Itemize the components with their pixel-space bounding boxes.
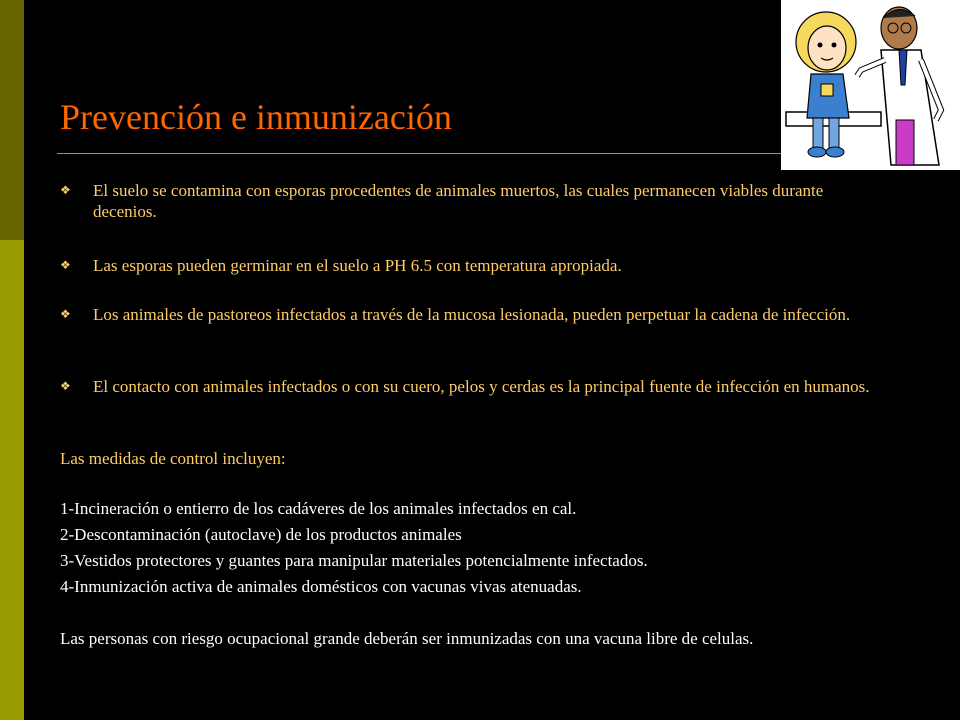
measure-item: 3-Vestidos protectores y guantes para manipular materiales potencialmente infectados. bbox=[60, 551, 648, 570]
side-band-bottom bbox=[0, 480, 24, 720]
diamond-bullet-icon: ❖ bbox=[60, 183, 71, 197]
diamond-bullet-icon: ❖ bbox=[60, 379, 71, 393]
bullet-item bbox=[60, 304, 875, 325]
title-divider bbox=[57, 153, 787, 154]
bullet-text: Los animales de pastoreos infectados a través de la mucosa lesionada, pueden perpetuar la cadena de infección. bbox=[93, 305, 851, 324]
slide-title: Prevención e inmunización bbox=[60, 97, 452, 137]
side-band-top bbox=[0, 0, 24, 240]
bullet-item bbox=[60, 376, 875, 397]
bullet-text: Las esporas pueden germinar en el suelo a PH 6.5 con temperatura apropiada. bbox=[93, 256, 622, 275]
doctor-patient-illustration bbox=[781, 0, 960, 170]
bullet-item bbox=[60, 180, 875, 222]
diamond-bullet-icon: ❖ bbox=[60, 307, 71, 321]
control-heading: Las medidas de control incluyen: bbox=[60, 449, 286, 468]
bullet-item bbox=[60, 255, 875, 276]
closing-statement: Las personas con riesgo ocupacional grande deberán ser inmunizadas con una vacuna libre de celulas. bbox=[60, 629, 754, 648]
bullet-text: El suelo se contamina con esporas procedentes de animales muertos, las cuales permanecen viables durante decenios. bbox=[93, 181, 824, 221]
doctor-patient-icon bbox=[781, 0, 960, 170]
diamond-bullet-icon: ❖ bbox=[60, 258, 71, 272]
bullet-text: El contacto con animales infectados o con su cuero, pelos y cerdas es la principal fuente de infección en humanos. bbox=[93, 377, 870, 396]
measure-item: 2-Descontaminación (autoclave) de los productos animales bbox=[60, 525, 462, 544]
side-band-middle bbox=[0, 240, 24, 480]
measure-item: 1-Incineración o entierro de los cadáveres de los animales infectados en cal. bbox=[60, 499, 577, 518]
measure-item: 4-Inmunización activa de animales domésticos con vacunas vivas atenuadas. bbox=[60, 577, 582, 596]
